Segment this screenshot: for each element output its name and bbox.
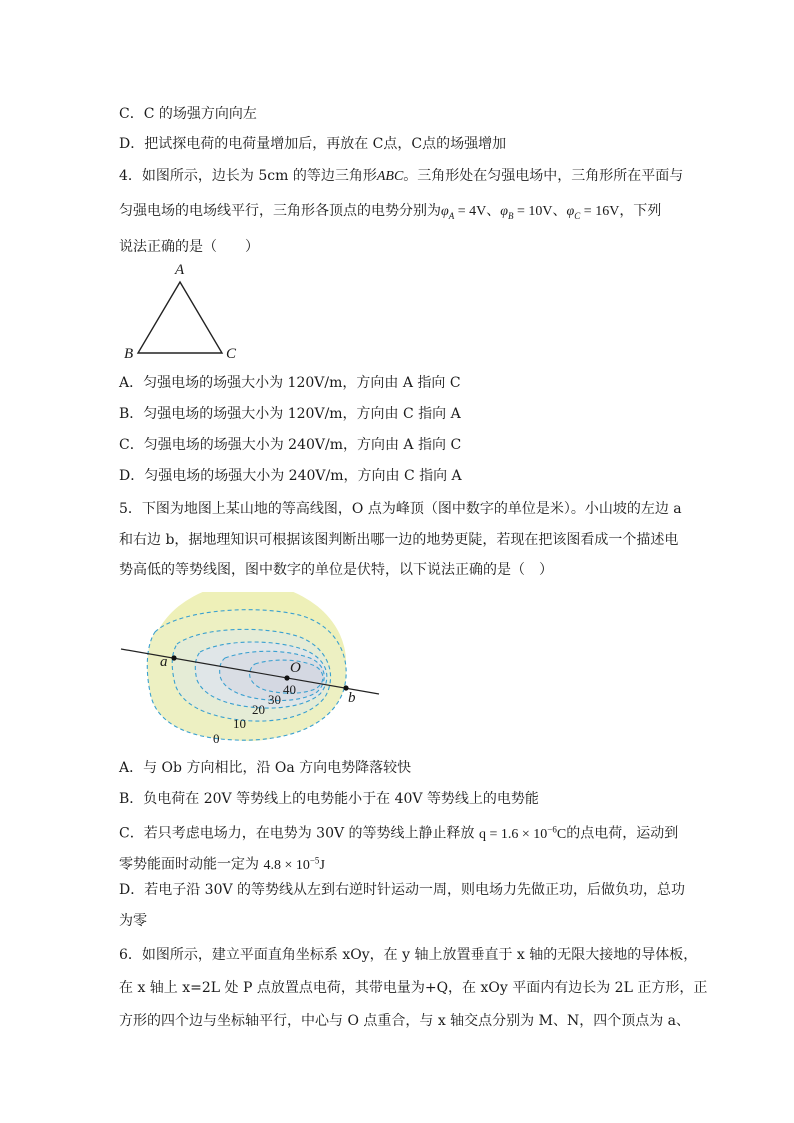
- vertex-label-b: B: [124, 346, 134, 362]
- label-o: O: [290, 660, 301, 676]
- point-a: [171, 655, 176, 660]
- phi-b-value: = 10V、: [513, 204, 567, 219]
- charge-exponent: −6: [547, 824, 557, 834]
- phi-c-subscript: C: [574, 210, 581, 221]
- contour-label-40: 40: [283, 682, 296, 697]
- label-b: b: [348, 690, 356, 706]
- charge-formula: [479, 824, 567, 842]
- phi-b-symbol: φ: [500, 204, 509, 219]
- triangle-abc: [138, 282, 222, 353]
- phi-c-symbol: φ: [566, 204, 575, 219]
- q4-option-a: A．匀强电场的场强大小为 120V/m，方向由 A 指向 C: [119, 375, 461, 391]
- energy-formula: [263, 855, 325, 873]
- q6-stem-line3: 方形的四个边与坐标轴平行，中心与 O 点重合，与 x 轴交点分别为 M、N，四个顶点为 a、: [119, 1013, 691, 1029]
- phi-b-subscript: B: [508, 210, 514, 221]
- q5-option-a: A．与 Ob 方向相比，沿 Oa 方向电势降落较快: [119, 760, 412, 776]
- q4-stem-text: 匀强电场的电场线平行，三角形各顶点的电势分别为: [119, 203, 441, 219]
- q5-option-c-line2: [119, 850, 325, 876]
- phi-a-symbol: φ: [441, 204, 449, 219]
- q5-option-d-line1: D．若电子沿 30V 的等势线从左到右逆时针运动一周，则电场力先做正功，后做负功，总功: [119, 882, 686, 898]
- contour-label-20: 20: [252, 702, 265, 717]
- q6-stem-line2: 在 x 轴上 x=2L 处 P 点放置点电荷，其带电量为+Q，在 xOy 平面内有边长为 2L 正方形，正: [119, 980, 708, 996]
- q4-stem-text: 4．如图所示，边长为 5cm 的等边三角形: [119, 168, 377, 184]
- contour-label-30: 30: [268, 692, 281, 707]
- q5-option-b: B．负电荷在 20V 等势线上的电势能小于在 40V 等势线上的电势能: [119, 791, 539, 807]
- q5-option-c-text: C．若只考虑电场力，在电势为 30V 的等势线上静止释放: [119, 825, 475, 842]
- q6-stem-line1: 6．如图所示，建立平面直角坐标系 xOy，在 y 轴上放置垂直于 x 轴的无限大接地的导体板，: [119, 947, 698, 963]
- q4-option-d: D．匀强电场的场强大小为 240V/m，方向由 C 指向 A: [119, 468, 462, 484]
- contour-label-10: 10: [233, 716, 246, 731]
- label-a: a: [160, 654, 168, 670]
- charge-mantissa: q = 1.6 × 10: [479, 826, 548, 842]
- phi-a-value: = 4V、: [454, 204, 501, 219]
- contour-label-0: 0: [213, 731, 220, 746]
- phi-a-subscript: A: [448, 210, 455, 221]
- q5-option-d-line2: 为零: [119, 913, 147, 929]
- q4-option-c: C．匀强电场的场强大小为 240V/m，方向由 A 指向 C: [119, 437, 462, 453]
- q4-option-b: B．匀强电场的场强大小为 120V/m，方向由 C 指向 A: [119, 406, 461, 422]
- q5-option-c-text: 零势能面时动能一定为: [119, 856, 259, 873]
- vertex-label-a: A: [175, 262, 185, 278]
- q4-triangle-name: ABC: [376, 169, 404, 184]
- q3-option-d: D．把试探电荷的电荷量增加后，再放在 C点，C点的场强增加: [119, 136, 507, 152]
- q5-option-c-line1: [119, 819, 678, 845]
- point-o: [284, 675, 289, 680]
- contour-map-figure: [115, 592, 390, 752]
- q5-stem-line1: 5．下图为地图上某山地的等高线图，O 点为峰顶（图中数字的单位是米）。小山坡的左边 a: [119, 501, 682, 517]
- charge-unit: C: [556, 826, 567, 842]
- q3-option-c: C．C 的场强方向向左: [119, 106, 257, 122]
- q4-stem-line1: [119, 166, 683, 187]
- q4-stem-text: ，下列: [619, 203, 662, 219]
- phi-c-value: = 16V: [580, 204, 620, 219]
- energy-mantissa: 4.8 × 10: [263, 857, 310, 873]
- q4-stem-text: 。三角形处在匀强电场中，三角形所在平面与: [403, 168, 684, 184]
- q5-option-c-text: 的点电荷，运动到: [566, 825, 679, 842]
- q4-stem-line2: [119, 201, 661, 226]
- vertex-label-c: C: [226, 346, 237, 362]
- q5-stem-line2: 和右边 b，据地理知识可根据该图判断出哪一边的地势更陡，若现在把该图看成一个描述电: [119, 532, 679, 548]
- q5-stem-line3: 势高低的等势线图，图中数字的单位是伏特，以下说法正确的是（ ）: [119, 562, 553, 578]
- energy-unit: J: [319, 857, 325, 873]
- q4-stem-line3: 说法正确的是（ ）: [119, 239, 259, 255]
- energy-exponent: −5: [309, 855, 320, 865]
